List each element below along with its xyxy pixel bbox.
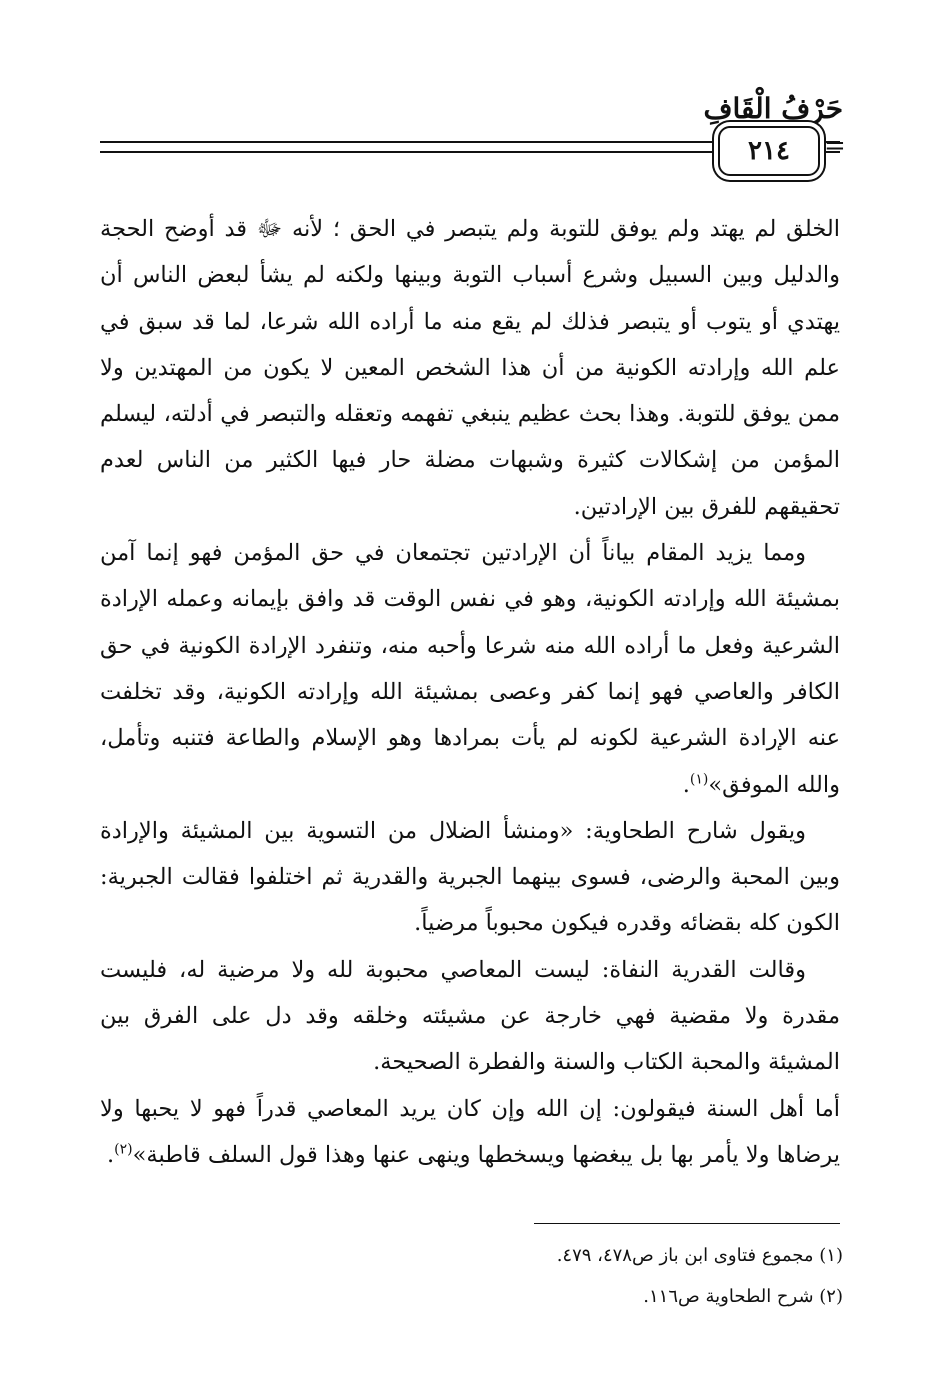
page-number-frame <box>718 126 820 176</box>
footnote-divider <box>534 1223 840 1224</box>
paragraph-text: الخلق لم يهتد ولم يوفق للتوبة ولم يتبصر في الحق ؛ لأنه ﷻ قد أوضح الحجة والدليل وبين السبيل وشرع أسباب التوبة وبينها ولكنه لم يشأ لبعض الناس أن يهتدي أو يتوب أو يتبصر فذلك لم يقع منه ما أراده الله شرعا، لما قد سبق في علم الله وإرادته الكونية من أن هذا الشخص المعين لا يكون من المهتدين ولا ممن يوفق للتوبة. وهذا بحث عظيم ينبغي تفهمه وتعقله والتبصر في أدلته، ليسلم المؤمن من إشكالات كثيرة وشبهات مضلة حار فيها الكثير من الناس لعدم تحقيقهم للفرق بين الإرادتين. <box>100 216 840 520</box>
page-number: ٢١٤ <box>748 136 790 166</box>
footnote-reference[interactable]: (١) <box>689 771 709 788</box>
paragraph-5 <box>100 1086 840 1179</box>
chapter-title: حَرْفُ الْقَافِ <box>703 92 843 125</box>
paragraph-2 <box>100 530 840 808</box>
footnote-2: (٢) شرح الطحاوية ص١١٦. <box>643 1286 843 1307</box>
paragraph-text: وقالت القدرية النفاة: ليست المعاصي محبوبة لله ولا مرضية له، فليست مقدرة ولا مقضية فهي خارجة عن مشيئته وخلقه وقد دل على الفرق بين المشيئة والمحبة الكتاب والسنة والفطرة الصحيحة. <box>100 956 840 1076</box>
paragraph-1 <box>100 206 840 530</box>
footnotes <box>343 1235 843 1317</box>
paragraph-end: . <box>107 1141 115 1168</box>
paragraph-text: ويقول شارح الطحاوية: «ومنشأ الضلال من التسوية بين المشيئة والإرادة وبين المحبة والرضى، فسوى بينهما الجبرية والقدرية ثم اختلفوا فقالت الجبرية: الكون كله بقضائه وقدره فيكون محبوباً مرضياً. <box>100 817 840 937</box>
paragraph-end: . <box>682 771 690 798</box>
main-text <box>100 206 840 1178</box>
footnote-reference[interactable]: (٢) <box>114 1141 133 1158</box>
paragraph-text: ومما يزيد المقام بياناً أن الإرادتين تجتمعان في حق المؤمن فهو إنما آمن بمشيئة الله وإرادته الكونية، وهو في نفس الوقت قد وافق بإيمانه وعمله الإرادة الشرعية وفعل ما أراده الله منه شرعا وأحبه منه، وتنفرد الإرادة الكونية في حق الكافر والعاصي فهو إنما كفر وعصى بمشيئة الله وإرادته الكونية، وقد تخلفت عنه الإرادة الشرعية لكونه لم يأت بمرادها وهو الإسلام والطاعة فتنبه وتأمل، والله الموفق» <box>100 540 840 798</box>
header-end-mark: = <box>824 131 846 161</box>
footnote-1: (١) مجموع فتاوى ابن باز ص٤٧٨، ٤٧٩. <box>556 1245 843 1266</box>
paragraph-4 <box>100 947 840 1086</box>
paragraph-3 <box>100 808 840 947</box>
paragraph-text: أما أهل السنة فيقولون: إن الله وإن كان يريد المعاصي قدراً فهو لا يحبها ولا يرضاها ولا يأمر بها بل يبغضها ويسخطها وينهى عنها وهذا قول السلف قاطبة» <box>100 1095 840 1168</box>
